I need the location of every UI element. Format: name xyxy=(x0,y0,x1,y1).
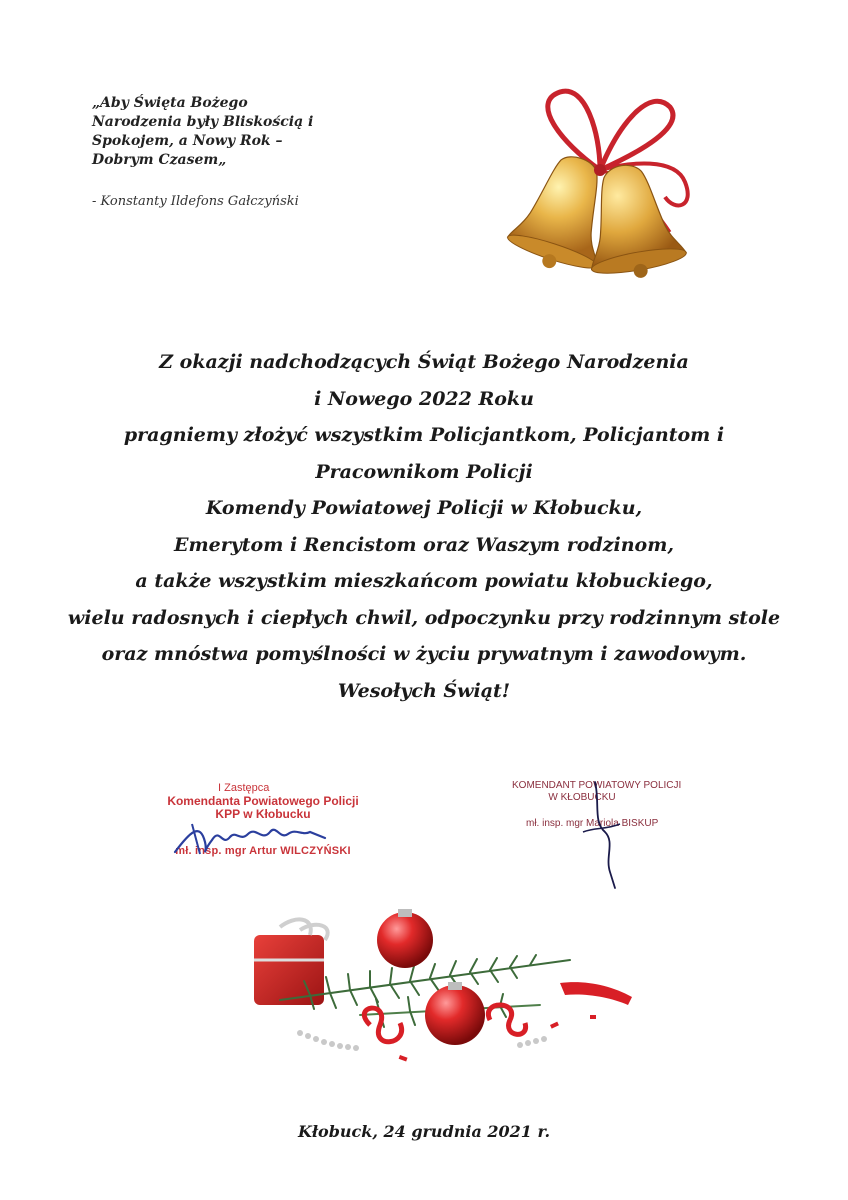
greeting-line: Z okazji nadchodzących Świąt Bożego Narodzenia xyxy=(159,351,689,373)
christmas-ornaments-icon xyxy=(240,905,640,1080)
place-date: Kłobuck, 24 grudnia 2021 r. xyxy=(297,1122,551,1141)
greeting-text xyxy=(40,344,808,709)
greeting-line: Pracownikom Policji xyxy=(315,460,533,483)
greeting-line: Komendy Powiatowej Policji w Kłobucku, xyxy=(205,497,643,519)
stamp-line: Komendanta Powiatowego Policji xyxy=(167,794,359,808)
greeting-line: Emerytom i Rencistom oraz Waszym rodzinom, xyxy=(174,533,674,556)
stamp-name: mł. insp. mgr Mariola BISKUP xyxy=(526,818,659,829)
greeting-line: a także wszystkim mieszkańcom powiatu kłobuckiego, xyxy=(135,570,713,592)
quote-block xyxy=(92,94,332,170)
quote-line: Narodzenia były Bliskością i xyxy=(92,114,314,130)
greeting-line: Wesołych Świąt! xyxy=(337,679,511,702)
quote-line: Dobrym Czasem„ xyxy=(92,152,227,168)
stamp-line: I Zastępca xyxy=(218,782,270,794)
signature-left-icon xyxy=(170,812,330,862)
quote-line: „Aby Święta Bożego xyxy=(92,95,248,111)
greeting-line: oraz mnóstwa pomyślności w życiu prywatnym i zawodowym. xyxy=(101,643,747,665)
greeting-line: wielu radosnych i ciepłych chwil, odpoczynku przy rodzinnym stole xyxy=(67,606,781,629)
signature-right-icon xyxy=(575,772,635,892)
greeting-line: i Nowego 2022 Roku xyxy=(314,387,534,410)
stamp-line: W KŁOBUCKU xyxy=(548,792,616,803)
greeting-line: pragniemy złożyć wszystkim Policjantkom, Policjantom i xyxy=(123,424,725,446)
christmas-bells-icon xyxy=(500,82,710,282)
stamp-line: KPP w Kłobucku xyxy=(215,807,311,821)
quote-line: Spokojem, a Nowy Rok – xyxy=(92,133,283,149)
stamp-name: mł. insp. mgr Artur WILCZYŃSKI xyxy=(175,845,351,857)
quote-author: - Konstanty Ildefons Gałczyński xyxy=(92,194,299,209)
stamp-line: KOMENDANT POWIATOWY POLICJI xyxy=(512,780,682,791)
